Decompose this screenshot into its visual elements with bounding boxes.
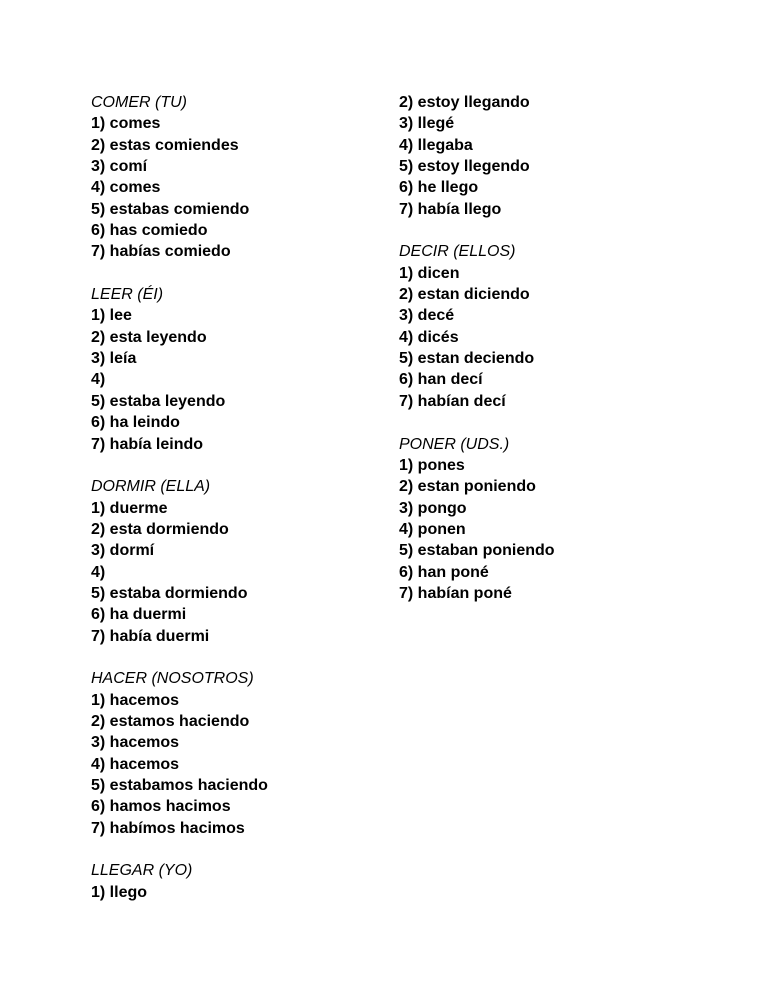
left-verb-heading: DORMIR (ELLA) xyxy=(91,478,211,496)
right-conjugation-item: 3) decé xyxy=(399,307,455,325)
right-spacer xyxy=(399,220,699,241)
left-conjugation-item: 7) había leindo xyxy=(91,435,204,453)
left-spacer xyxy=(91,647,371,668)
left-spacer xyxy=(91,839,371,860)
left-spacer xyxy=(91,455,371,476)
left-conjugation-item: 4) xyxy=(91,371,106,389)
right-conjugation-item: 2) estan poniendo xyxy=(399,478,536,496)
right-conjugation-item: 4) dicés xyxy=(399,328,459,346)
left-conjugation-item: 6) hamos hacimos xyxy=(91,798,231,816)
left-verb-heading: COMER (TU) xyxy=(91,94,187,111)
right-conjugation-item: 1) dicen xyxy=(399,264,460,282)
right-conjugation-item: 3) pongo xyxy=(399,499,467,517)
left-conjugation-item: 4) comes xyxy=(91,179,161,197)
right-column xyxy=(399,92,699,604)
right-conjugation-item: 4) llegaba xyxy=(399,136,473,154)
left-conjugation-item: 5) estaba leyendo xyxy=(91,392,226,410)
left-conjugation-item: 2) esta dormiendo xyxy=(91,520,229,538)
right-conjugation-item: 7) había llego xyxy=(399,200,502,218)
right-conjugation-item: 7) habían decí xyxy=(399,392,506,410)
right-conjugation-item: 5) estoy llegendo xyxy=(399,158,530,176)
left-conjugation-item: 2) estamos haciendo xyxy=(91,712,250,730)
left-conjugation-item: 6) ha duermi xyxy=(91,606,187,624)
left-conjugation-item: 3) leía xyxy=(91,350,137,368)
right-conjugation-item: 2) estan diciendo xyxy=(399,286,530,304)
left-conjugation-item: 5) estaba dormiendo xyxy=(91,584,248,602)
left-conjugation-item: 2) esta leyendo xyxy=(91,328,207,346)
right-spacer xyxy=(399,412,699,433)
left-conjugation-item: 1) hacemos xyxy=(91,691,180,709)
right-conjugation-item: 6) han decí xyxy=(399,371,483,389)
left-conjugation-item: 4) hacemos xyxy=(91,755,180,773)
right-conjugation-item: 1) pones xyxy=(399,456,465,474)
left-conjugation-item: 1) llego xyxy=(91,883,148,901)
left-conjugation-item: 7) habímos hacimos xyxy=(91,819,245,837)
left-conjugation-item: 3) dormí xyxy=(91,542,155,560)
right-conjugation-item: 6) han poné xyxy=(399,563,489,581)
right-conjugation-item: 7) habían poné xyxy=(399,584,512,602)
right-conjugation-item: 5) estan deciendo xyxy=(399,350,535,368)
left-column xyxy=(91,92,371,903)
left-verb-heading: LEER (ÉI) xyxy=(91,286,164,304)
left-conjugation-item: 5) estabamos haciendo xyxy=(91,777,268,794)
left-spacer xyxy=(91,263,371,284)
left-conjugation-item: 7) había duermi xyxy=(91,627,210,645)
right-conjugation-item: 5) estaban poniendo xyxy=(399,542,555,560)
left-conjugation-item: 1) lee xyxy=(91,307,132,325)
left-conjugation-item: 5) estabas comiendo xyxy=(91,200,250,218)
right-verb-heading: DECIR (ELLOS) xyxy=(399,243,516,261)
left-conjugation-item: 1) duerme xyxy=(91,499,168,517)
left-conjugation-item: 4) xyxy=(91,563,106,581)
left-conjugation-item: 7) habías comiedo xyxy=(91,243,231,261)
left-verb-heading: LLEGAR (YO) xyxy=(91,862,193,880)
left-conjugation-item: 2) estas comiendes xyxy=(91,136,239,154)
left-conjugation-item: 3) comí xyxy=(91,158,148,176)
left-conjugation-item: 3) hacemos xyxy=(91,734,180,752)
right-conjugation-item: 2) estoy llegando xyxy=(399,94,530,111)
left-conjugation-item: 1) comes xyxy=(91,115,161,133)
left-conjugation-item: 6) has comiedo xyxy=(91,222,208,240)
left-verb-heading: HACER (NOSOTROS) xyxy=(91,670,254,688)
right-conjugation-item: 6) he llego xyxy=(399,179,479,197)
right-conjugation-item: 3) llegé xyxy=(399,115,455,133)
left-conjugation-item: 6) ha leindo xyxy=(91,414,180,432)
right-verb-heading: PONER (UDS.) xyxy=(399,435,510,453)
right-conjugation-item: 4) ponen xyxy=(399,520,466,538)
